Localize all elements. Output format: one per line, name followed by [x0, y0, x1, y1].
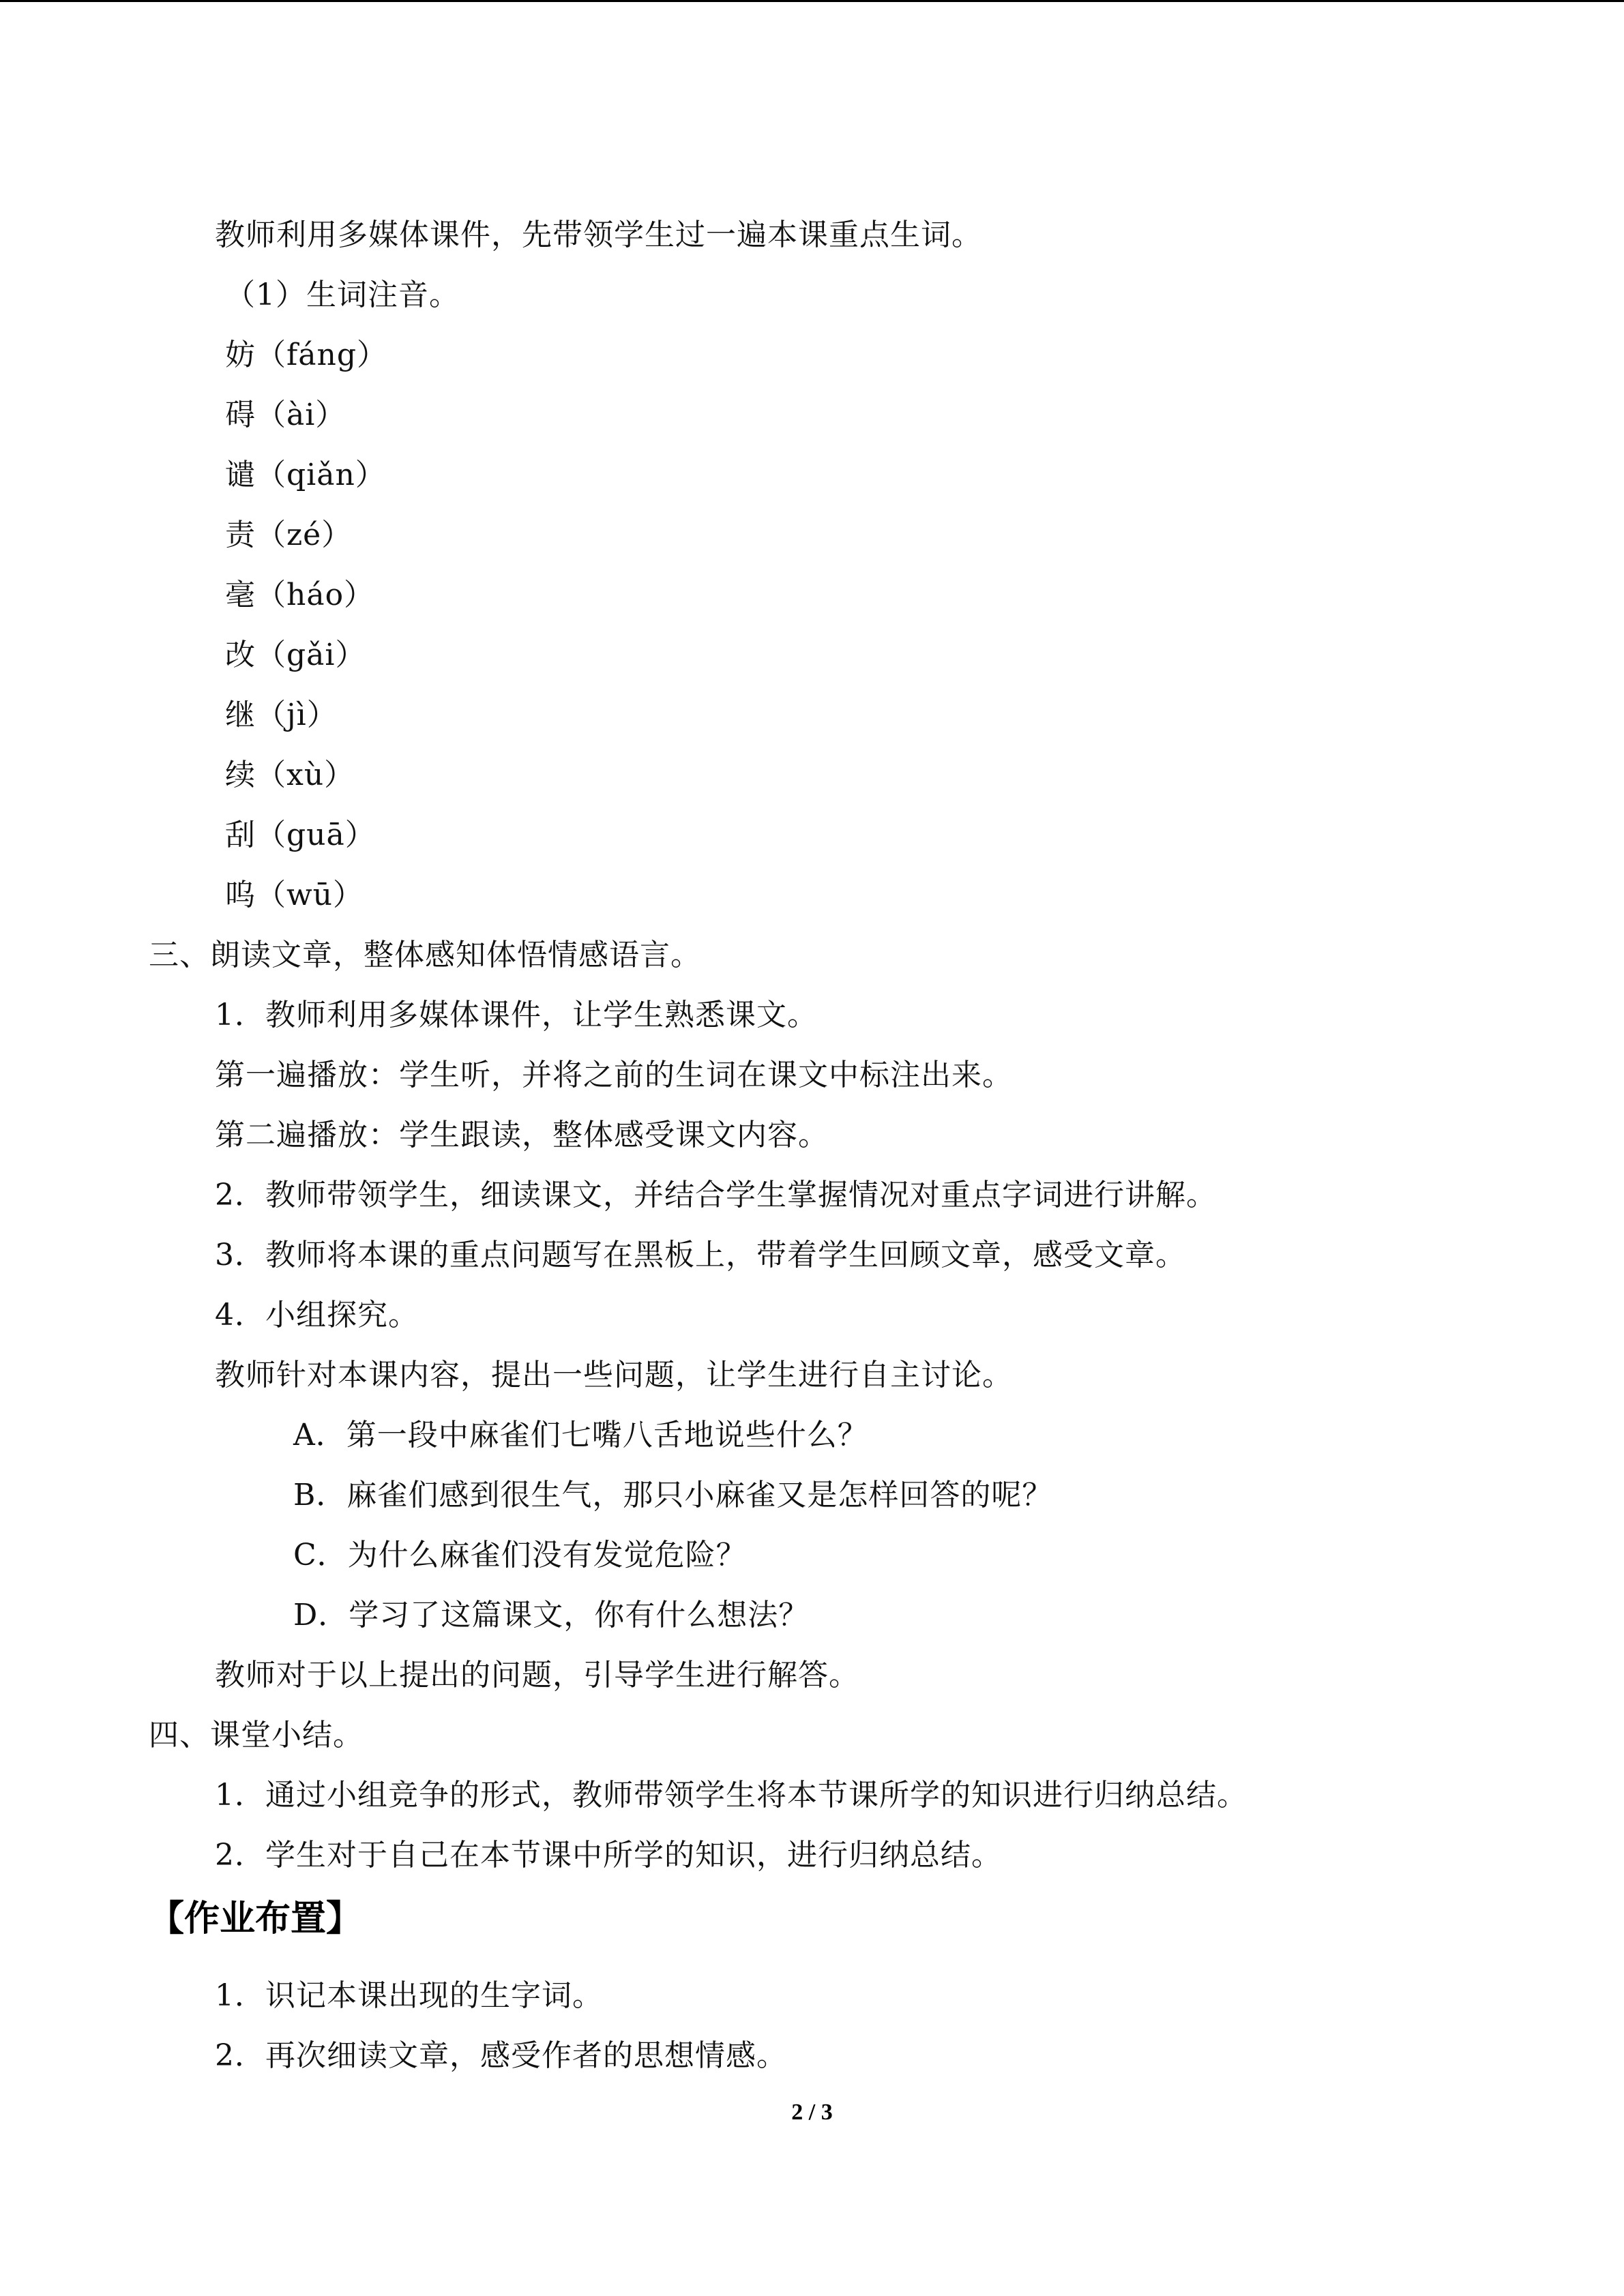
discussion-question-d: D．学习了这篇课文，你有什么想法？ [293, 1598, 810, 1632]
page-number: 2 / 3 [791, 2100, 833, 2125]
vocab-item: 呜（wū） [225, 878, 364, 912]
intro-paragraph: 教师利用多媒体课件，先带领学生过一遍本课重点生词。 [215, 218, 982, 252]
homework-item-1: 1．识记本课出现的生字词。 [215, 1978, 603, 2013]
section-three-item-3: 3．教师将本课的重点问题写在黑板上，带着学生回顾文章，感受文章。 [215, 1238, 1186, 1272]
top-border-rule [0, 0, 1624, 2]
vocab-item: 毫（háo） [225, 578, 375, 612]
section-four-item-1: 1．通过小组竞争的形式，教师带领学生将本节课所学的知识进行归纳总结。 [215, 1778, 1247, 1813]
discussion-question-b: B．麻雀们感到很生气，那只小麻雀又是怎样回答的呢？ [293, 1478, 1053, 1512]
second-playback-note: 第二遍播放：学生跟读，整体感受课文内容。 [215, 1118, 829, 1152]
vocab-item: 刮（guā） [225, 818, 376, 852]
section-four-item-2: 2．学生对于自己在本节课中所学的知识，进行归纳总结。 [215, 1838, 1002, 1873]
discussion-closing: 教师对于以上提出的问题，引导学生进行解答。 [215, 1658, 859, 1693]
vocab-item: 碍（ài） [225, 398, 346, 432]
section-three-item-4: 4．小组探究。 [215, 1298, 419, 1332]
vocab-heading: （1）生词注音。 [225, 278, 460, 312]
vocab-item: 谴（qiǎn） [225, 458, 386, 492]
first-playback-note: 第一遍播放：学生听，并将之前的生词在课文中标注出来。 [215, 1058, 1013, 1092]
section-four-title: 四、课堂小结。 [149, 1718, 364, 1753]
section-three-item-2: 2．教师带领学生，细读课文，并结合学生掌握情况对重点字词进行讲解。 [215, 1178, 1217, 1212]
vocab-item: 续（xù） [225, 758, 355, 792]
vocab-item: 妨（fáng） [225, 338, 388, 372]
vocab-item: 责（zé） [225, 518, 353, 552]
vocab-item: 继（jì） [225, 698, 338, 732]
homework-heading: 【作业布置】 [149, 1898, 362, 1939]
section-three-title: 三、朗读文章，整体感知体悟情感语言。 [149, 938, 701, 972]
discussion-question-c: C．为什么麻雀们没有发觉危险？ [293, 1538, 747, 1572]
section-three-item-1: 1．教师利用多媒体课件，让学生熟悉课文。 [215, 998, 818, 1032]
vocab-item: 改（gǎi） [225, 638, 366, 672]
homework-item-2: 2．再次细读文章，感受作者的思想情感。 [215, 2038, 787, 2073]
discussion-intro: 教师针对本课内容，提出一些问题，让学生进行自主讨论。 [215, 1358, 1013, 1392]
discussion-question-a: A．第一段中麻雀们七嘴八舌地说些什么？ [293, 1418, 868, 1452]
